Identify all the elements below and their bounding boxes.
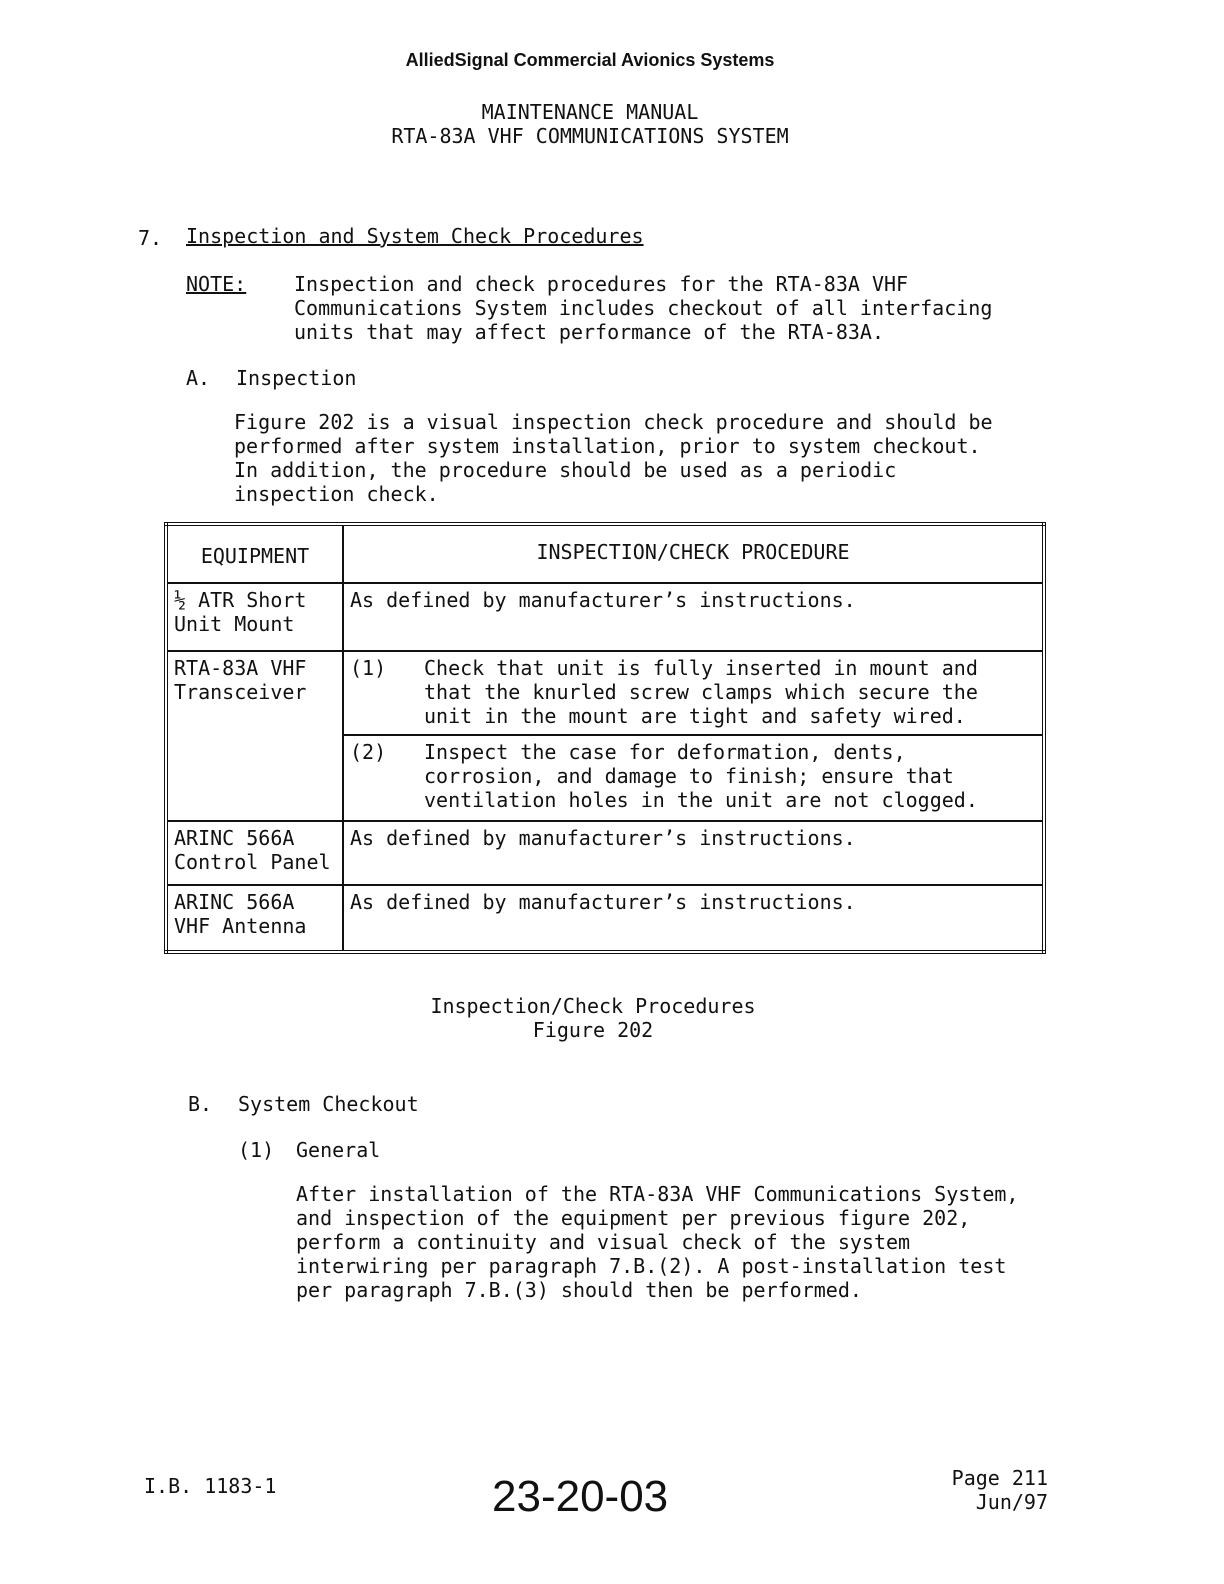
table-header-row: [166, 524, 1044, 583]
checkout-text: After installation of the RTA-83A VHF Communications System, and inspection of the equipment per previous figure 202, perform a continuity and visual check of the system interwiring per paragraph 7.B.(2). A post-installation test per paragraph 7.B.(3) should then be performed.: [296, 1182, 1019, 1302]
table-row: [166, 583, 1044, 651]
table-header-procedure: INSPECTION/CHECK PROCEDURE: [343, 524, 1044, 583]
note-label: NOTE:: [186, 272, 247, 296]
procedure-cell: As defined by manufacturer’s instructions.: [343, 583, 1044, 651]
procedure-cell: As defined by manufacturer’s instructions.: [343, 821, 1044, 885]
equipment-cell: ARINC 566A Control Panel: [166, 821, 343, 885]
step-text: Check that unit is fully inserted in mount and that the knurled screw clamps which secure the unit in the mount are tight and safety wired.: [424, 656, 978, 728]
general-number: (1): [238, 1138, 275, 1162]
step-number: (2): [350, 740, 387, 764]
page-number: Page 211: [951, 1466, 1048, 1490]
document-id: I.B. 1183-1: [144, 1474, 277, 1498]
step-text: Inspect the case for deformation, dents, corrosion, and damage to finish; ensure that ventilation holes in the unit are not clogged.: [424, 740, 978, 812]
procedure-step-cell: [343, 735, 1044, 821]
chapter-number: 23-20-03: [492, 1472, 669, 1521]
inspection-text: Figure 202 is a visual inspection check procedure and should be performed after system installation, prior to system checkout. In addition, the procedure should be used as a periodic inspection check.: [234, 410, 993, 506]
checkout-title: System Checkout: [238, 1092, 419, 1116]
figure-caption-number: Figure 202: [532, 1018, 654, 1042]
manual-title: MAINTENANCE MANUAL: [481, 100, 699, 124]
figure-caption-title: Inspection/Check Procedures: [430, 994, 756, 1018]
section-title: Inspection and System Check Procedures: [186, 224, 644, 248]
general-title: General: [296, 1138, 381, 1162]
equipment-cell: ½ ATR Short Unit Mount: [166, 583, 343, 651]
inspection-table: [164, 522, 1046, 954]
note-text: Inspection and check procedures for the RTA-83A VHF Communications System includes checkout of all interfacing units that may affect performance of the RTA-83A.: [294, 272, 993, 344]
section-number: 7.: [138, 226, 163, 250]
table-row: [166, 821, 1044, 885]
inspection-title: Inspection: [236, 366, 357, 390]
table-row: [166, 651, 1044, 735]
page-date: Jun/97: [975, 1490, 1048, 1514]
checkout-letter: B.: [188, 1092, 213, 1116]
table-row: [166, 885, 1044, 952]
inspection-letter: A.: [186, 366, 211, 390]
company-name: AlliedSignal Commercial Avionics Systems: [405, 50, 775, 70]
table-header-equipment: EQUIPMENT: [166, 524, 343, 583]
procedure-step-cell: [343, 651, 1044, 735]
manual-subtitle: RTA-83A VHF COMMUNICATIONS SYSTEM: [391, 124, 789, 148]
step-number: (1): [350, 656, 387, 680]
procedure-cell: As defined by manufacturer’s instructions.: [343, 885, 1044, 952]
equipment-cell: ARINC 566A VHF Antenna: [166, 885, 343, 952]
equipment-cell: RTA-83A VHF Transceiver: [166, 651, 343, 821]
